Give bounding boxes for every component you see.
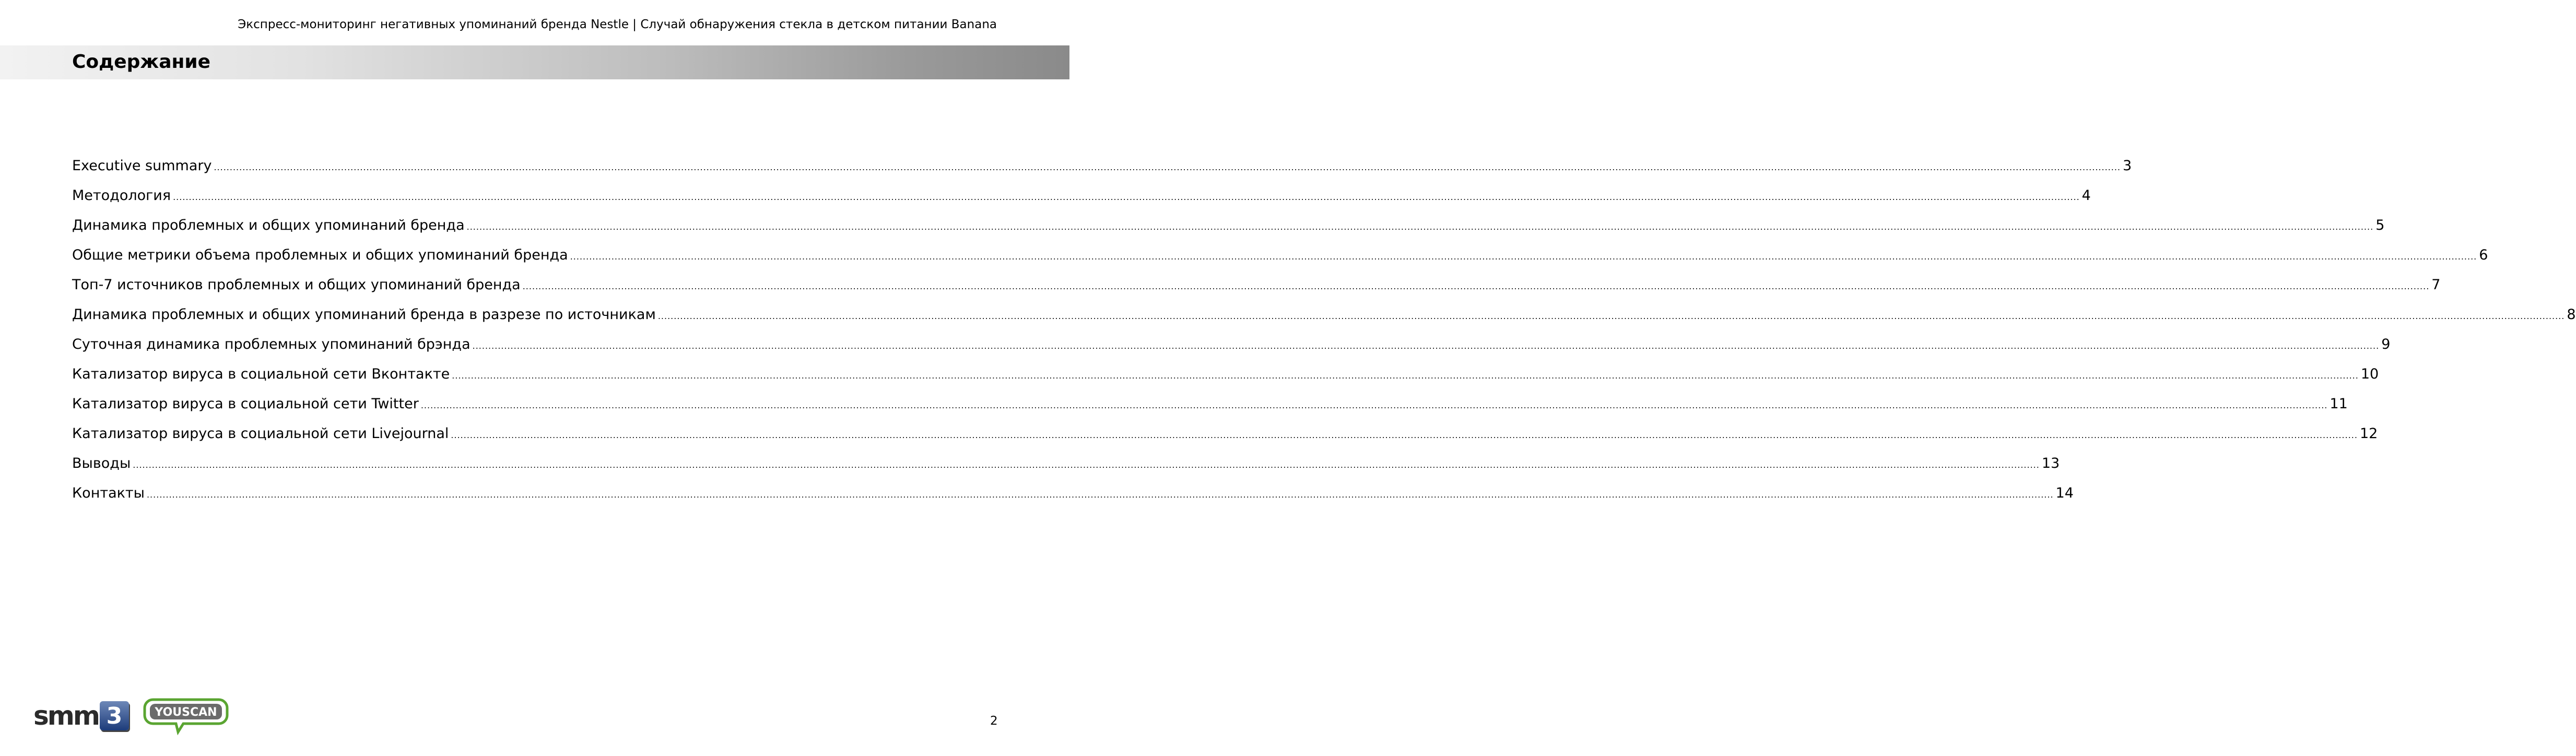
toc-entry[interactable] [72,276,2441,305]
toc-dot-leader: ........................................................................................................................................................................................................................................................................................................................................................................................................................................................................................................................................................................................................................ [522,281,2430,291]
toc-entry-page: 9 [2381,336,2391,352]
toc-dot-leader: ........................................................................................................................................................................................................................................................................................................................................................................................................................................................................................................................................................................................................................ [466,222,2374,232]
toc-entry[interactable] [72,424,2378,454]
toc-entry[interactable] [72,157,2132,186]
toc-dot-leader: ........................................................................................................................................................................................................................................................................................................................................................................................................................................................................................................................................................................................................................ [451,430,2358,440]
table-of-contents [72,157,2576,514]
toc-dot-leader: ........................................................................................................................................................................................................................................................................................................................................................................................................................................................................................................................................................................................................................ [472,341,2380,351]
toc-dot-leader: ........................................................................................................................................................................................................................................................................................................................................................................................................................................................................................................................................................................................................................ [452,371,2359,381]
toc-entry[interactable] [72,335,2391,365]
toc-entry[interactable] [72,246,2488,276]
youscan-logo [143,698,229,734]
toc-entry-page: 4 [2081,187,2091,204]
toc-dot-leader: ........................................................................................................................................................................................................................................................................................................................................................................................................................................................................................................................................................................................................................ [133,460,2040,470]
toc-entry[interactable] [72,365,2379,395]
toc-entry-title: Выводы [72,455,131,471]
title-band [0,45,1069,79]
toc-entry[interactable] [72,395,2348,424]
toc-dot-leader: ........................................................................................................................................................................................................................................................................................................................................................................................................................................................................................................................................................................................................................ [173,192,2080,202]
toc-dot-leader: ........................................................................................................................................................................................................................................................................................................................................................................................................................................................................................................................................................................................................................ [420,400,2328,410]
toc-entry[interactable] [72,305,2576,335]
toc-entry-page: 11 [2330,396,2348,412]
page-title: Содержание [72,51,211,73]
toc-entry-page: 7 [2431,277,2441,293]
running-header: Экспресс-мониторинг негативных упоминаний бренда Nestle | Случай обнаружения стекла в детском питании Banana [238,18,997,31]
toc-entry-title: Катализатор вируса в социальной сети Twitter [72,396,419,412]
toc-entry-title: Катализатор вируса в социальной сети Вконтакте [72,366,450,382]
toc-entry-page: 13 [2041,455,2060,471]
toc-entry-title: Executive summary [72,158,212,174]
youscan-logo-text: YOUSCAN [155,706,217,719]
toc-entry-page: 10 [2360,366,2379,382]
toc-dot-leader: ........................................................................................................................................................................................................................................................................................................................................................................................................................................................................................................................................................................................................................ [146,490,2054,500]
toc-entry[interactable] [72,484,2074,514]
toc-entry-page: 5 [2375,217,2385,233]
smm3-logo-text: smm [33,701,99,731]
toc-entry[interactable] [72,186,2091,216]
toc-entry-title: Общие метрики объема проблемных и общих упоминаний бренда [72,247,568,263]
smm3-logo-digit: 3 [100,701,129,730]
toc-entry[interactable] [72,454,2060,484]
footer-logos [33,698,229,734]
toc-entry-page: 3 [2123,158,2132,174]
toc-entry-page: 6 [2479,247,2488,263]
toc-entry-title: Контакты [72,485,145,501]
toc-dot-leader: ........................................................................................................................................................................................................................................................................................................................................................................................................................................................................................................................................................................................................................ [214,162,2121,172]
toc-dot-leader: ........................................................................................................................................................................................................................................................................................................................................................................................................................................................................................................................................................................................................................ [570,252,2477,262]
toc-entry-title: Катализатор вируса в социальной сети Livejournal [72,426,449,442]
toc-entry[interactable] [72,216,2385,246]
toc-entry-page: 8 [2567,306,2576,323]
toc-entry-page: 14 [2055,485,2074,501]
toc-dot-leader: ........................................................................................................................................................................................................................................................................................................................................................................................................................................................................................................................................................................................................................ [657,311,2565,321]
page-number: 2 [990,714,998,728]
toc-entry-page: 12 [2359,426,2378,442]
toc-entry-title: Методология [72,187,171,204]
toc-entry-title: Динамика проблемных и общих упоминаний бренда [72,217,465,233]
toc-entry-title: Суточная динамика проблемных упоминаний брэнда [72,336,470,352]
toc-entry-title: Динамика проблемных и общих упоминаний бренда в разрезе по источникам [72,306,656,323]
smm3-logo [33,701,129,730]
youscan-speech-bubble-icon [143,698,229,734]
toc-entry-title: Топ-7 источников проблемных и общих упоминаний бренда [72,277,521,293]
